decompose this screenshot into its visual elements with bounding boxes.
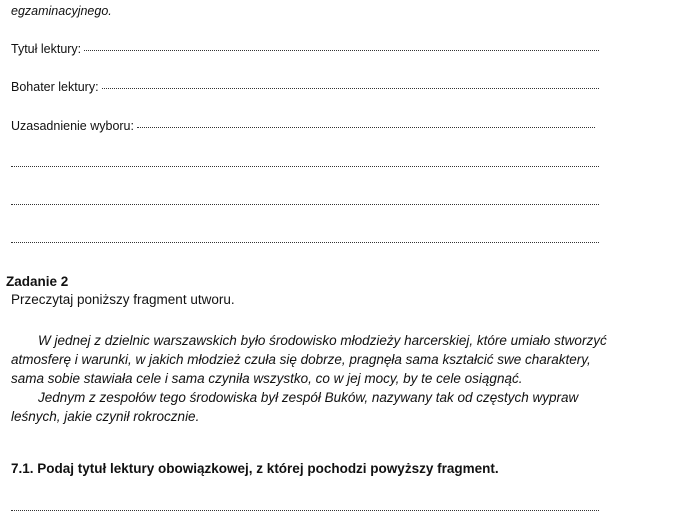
justification-field[interactable] bbox=[11, 119, 595, 133]
task2-instruction: Przeczytaj poniższy fragment utworu. bbox=[11, 292, 235, 307]
title-field[interactable] bbox=[11, 42, 599, 56]
task2-heading: Zadanie 2 bbox=[6, 274, 69, 289]
answer-dotted-line[interactable] bbox=[11, 242, 599, 243]
hero-field-label: Bohater lektury: bbox=[11, 80, 99, 94]
answer-dotted-line[interactable] bbox=[11, 510, 599, 511]
hero-field-dotted-line[interactable] bbox=[102, 88, 599, 89]
question-7-1: 7.1. Podaj tytuł lektury obowiązkowej, z której pochodzi powyższy fragment. bbox=[11, 461, 499, 476]
answer-dotted-line[interactable] bbox=[11, 166, 599, 167]
fragment-paragraph-1: W jednej z dzielnic warszawskich było środowisko młodzieży harcerskiej, które umiało stworzyć atmosferę i warunki, w jakich młodzież czuła się dobrze, pragnęła sama kształcić swe charaktery, sama sobie stawiała cele i sama czyniła wszystko, co w jej mocy, by te cele osiągnąć. bbox=[11, 333, 607, 386]
justification-field-label: Uzasadnienie wyboru: bbox=[11, 119, 134, 133]
hero-field[interactable] bbox=[11, 80, 599, 94]
cutoff-text-line: egzaminacyjnego. bbox=[11, 4, 112, 18]
title-field-dotted-line[interactable] bbox=[84, 50, 599, 51]
justification-field-dotted-line[interactable] bbox=[137, 127, 595, 128]
title-field-label: Tytuł lektury: bbox=[11, 42, 82, 56]
answer-dotted-line[interactable] bbox=[11, 204, 599, 205]
fragment-paragraph-2: Jednym z zespołów tego środowiska był zespół Buków, nazywany tak od częstych wypraw leśnych, jakie czynił rokrocznie. bbox=[11, 390, 579, 424]
quoted-fragment bbox=[11, 331, 611, 426]
